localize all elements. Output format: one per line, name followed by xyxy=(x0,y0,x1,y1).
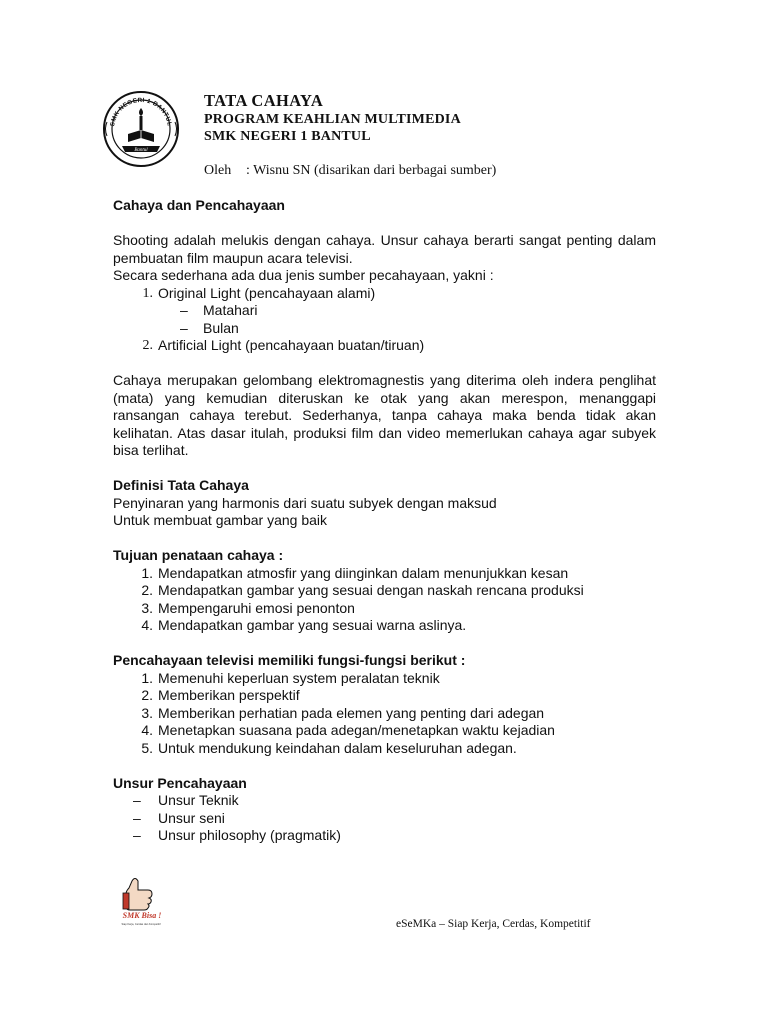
list-item xyxy=(113,810,656,828)
author-value: : Wisnu SN (disarikan dari berbagai sumber) xyxy=(246,163,497,178)
list-number: 3. xyxy=(141,599,153,616)
document-title: TATA CAHAYA xyxy=(204,91,324,110)
smk-bisa-logo-icon xyxy=(112,873,170,929)
logo-text-top: SMK NEGERI 1 BANTUL xyxy=(109,96,173,127)
list-text: Untuk mendukung keindahan dalam keseluruhan adegan. xyxy=(158,739,517,756)
list-text: Unsur seni xyxy=(158,809,225,826)
list-item xyxy=(113,582,656,600)
list-number: 2. xyxy=(141,582,153,598)
program-name: PROGRAM KEAHLIAN MULTIMEDIA xyxy=(204,112,461,127)
list-text: Mendapatkan gambar yang sesuai warna aslinya. xyxy=(158,617,467,633)
list-text: Memenuhi keperluan system peralatan teknik xyxy=(158,669,440,686)
list-item xyxy=(113,565,656,583)
sub-list-text: Matahari xyxy=(203,302,258,318)
list-number: 4. xyxy=(141,617,153,633)
list-number: 5. xyxy=(141,739,153,756)
list-text: Original Light (pencahayaan alami) xyxy=(158,284,376,301)
list-text: Unsur Teknik xyxy=(158,792,239,808)
author-label: Oleh xyxy=(204,163,232,178)
dash-bullet-icon: – xyxy=(133,827,141,843)
school-logo-icon xyxy=(102,90,180,168)
list-number: 4. xyxy=(141,722,153,738)
list-item xyxy=(113,285,656,303)
paragraph-intro: Shooting adalah melukis dengan cahaya. Unsur cahaya berarti sangat penting dalam pembuatan film maupun acara televisi. xyxy=(113,232,656,266)
list-number: 1. xyxy=(142,285,153,301)
section-heading-tujuan: Tujuan penataan cahaya : xyxy=(113,547,284,563)
list-item xyxy=(113,670,656,688)
list-item xyxy=(113,687,656,705)
list-item xyxy=(113,792,656,810)
document-header xyxy=(204,91,461,145)
list-text: Memberikan perhatian pada elemen yang penting dari adegan xyxy=(158,704,545,721)
list-number: 1. xyxy=(141,564,153,581)
list-item xyxy=(113,722,656,740)
author-line xyxy=(204,163,496,179)
list-text: Mendapatkan atmosfir yang diinginkan dalam menunjukkan kesan xyxy=(158,564,569,581)
list-item xyxy=(113,617,656,635)
definition-line: Untuk membuat gambar yang baik xyxy=(113,512,327,528)
section-heading-definisi: Definisi Tata Cahaya xyxy=(113,477,249,493)
dash-bullet-icon: – xyxy=(133,809,141,826)
list-item xyxy=(113,827,656,845)
dash-bullet-icon: – xyxy=(180,302,188,318)
section-heading-unsur: Unsur Pencahayaan xyxy=(113,774,247,791)
paragraph-definition-light: Cahaya merupakan gelombang elektromagnestis yang diterima oleh indera penglihat (mata) yang kemudian diteruskan ke otak yang akan merespon, menanggapi ransangan cahaya terebut. Sederhanya, tanpa cahaya maka benda tidak akan kelihatan. Atas dasar itulah, produksi film dan video memerlukan cahaya agar subyek bisa terlihat. xyxy=(113,372,656,458)
list-number: 2. xyxy=(141,687,153,703)
dash-bullet-icon: – xyxy=(180,319,188,336)
list-item xyxy=(113,337,656,355)
list-text: Mempengaruhi emosi penonton xyxy=(158,599,355,616)
list-number: 2. xyxy=(142,338,153,353)
list-text: Mendapatkan gambar yang sesuai dengan naskah rencana produksi xyxy=(158,582,584,598)
list-item xyxy=(113,600,656,618)
section-heading-fungsi: Pencahayaan televisi memiliki fungsi-fungsi berikut : xyxy=(113,652,466,668)
dash-bullet-icon: – xyxy=(133,792,141,808)
sub-list-text: Bulan xyxy=(203,319,239,336)
sub-list-item xyxy=(113,320,656,338)
school-name: SMK NEGERI 1 BANTUL xyxy=(204,129,371,144)
definition-line: Penyinaran yang harmonis dari suatu subyek dengan maksud xyxy=(113,494,497,511)
list-item xyxy=(113,705,656,723)
list-text: Artificial Light (pencahayaan buatan/tiruan) xyxy=(158,337,425,353)
list-number: 1. xyxy=(141,669,153,686)
section-heading-cahaya: Cahaya dan Pencahayaan xyxy=(113,197,285,213)
document-body xyxy=(113,197,656,845)
list-text: Unsur philosophy (pragmatik) xyxy=(158,827,341,843)
footer-logo-tagline: Siap Kerja, Cerdas dan Kompetitif xyxy=(121,923,161,926)
list-number: 3. xyxy=(141,704,153,721)
paragraph-sources: Secara sederhana ada dua jenis sumber pecahayaan, yakni : xyxy=(113,267,494,283)
footer-logo-text: SMK Bisa ! xyxy=(122,911,162,920)
sub-list-item xyxy=(113,302,656,320)
list-item xyxy=(113,740,656,758)
logo-text-bottom: Bantul xyxy=(134,147,148,153)
list-text: Memberikan perspektif xyxy=(158,687,300,703)
footer-motto: eSeMKa – Siap Kerja, Cerdas, Kompetitif xyxy=(396,918,591,930)
list-text: Menetapkan suasana pada adegan/menetapkan waktu kejadian xyxy=(158,722,555,738)
